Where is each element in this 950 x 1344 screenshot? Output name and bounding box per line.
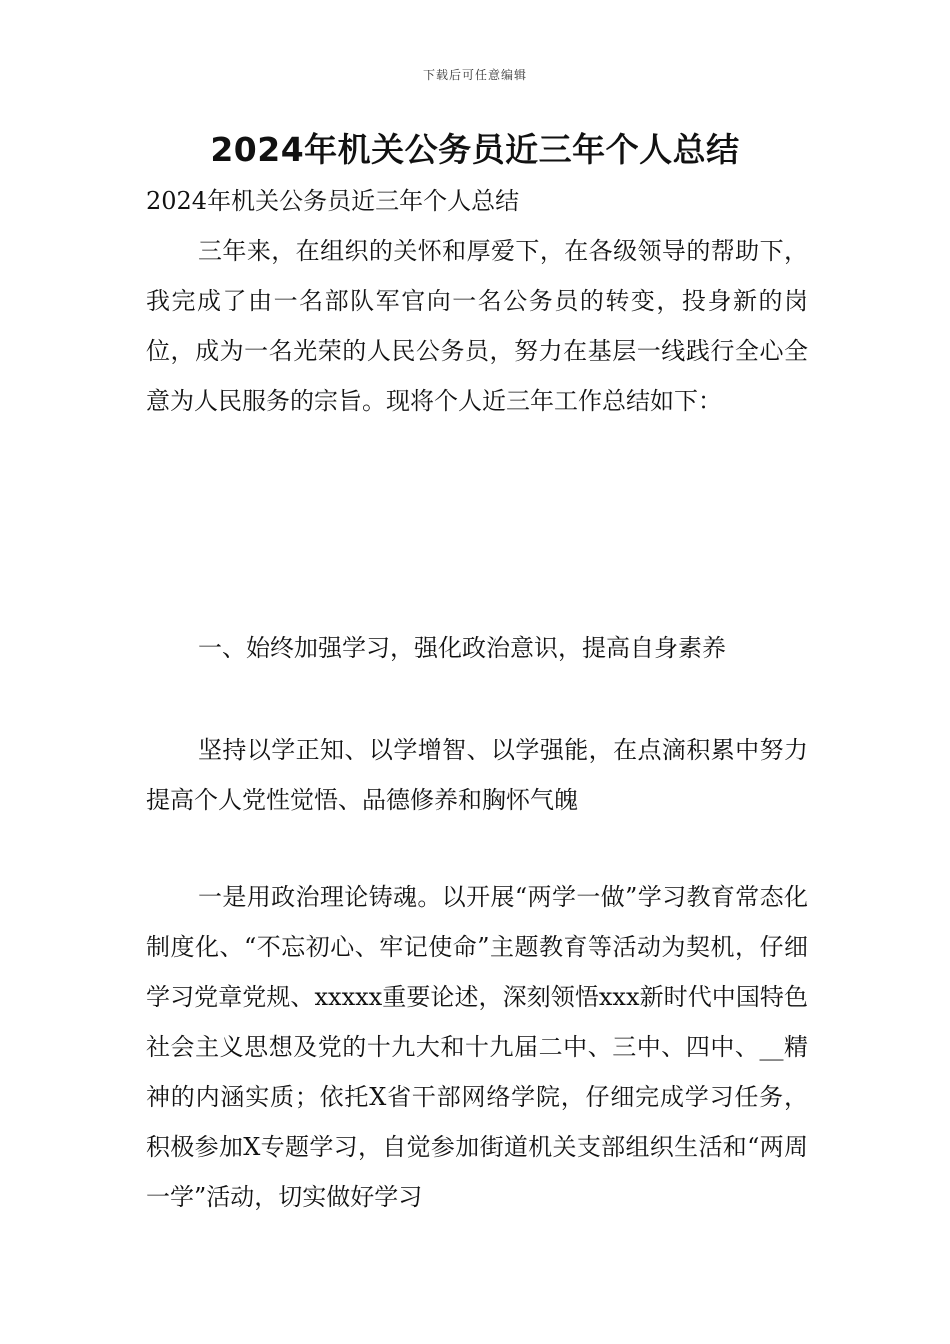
header-note: 下载后可任意编辑 [422,68,527,82]
intro-paragraph: 三年来，在组织的关怀和厚爱下，在各级领导的帮助下，我完成了由一名部队军官向一名公务员的转变，投身新的岗位，成为一名光荣的人民公务员，努力在基层一线践行全心全意为人民服务的宗旨。现将个人近三年工作总结如下： [146,237,808,415]
document-title: 2024年机关公务员近三年个人总结 [210,130,740,169]
section-point-paragraph: 一是用政治理论铸魂。以开展“两学一做”学习教育常态化制度化、“不忘初心、牢记使命”主题教育等活动为契机，仔细学习党章党规、xxxxx重要论述，深刻领悟xxx新时代中国特色社会主义思想及党的十九大和十九届二中、三中、四中、__精神的内涵实质；依托X省干部网络学院，仔细完成学习任务，积极参加X专题学习，自觉参加街道机关支部组织生活和“两周一学”活动，切实做好学习 [146,883,808,1211]
document-subtitle: 2024年机关公务员近三年个人总结 [146,187,520,215]
section-heading: 一、始终加强学习，强化政治意识，提高自身素养 [198,634,726,662]
section-lead-paragraph: 坚持以学正知、以学增智、以学强能，在点滴积累中努力提高个人党性觉悟、品德修养和胸怀气魄 [146,736,808,814]
